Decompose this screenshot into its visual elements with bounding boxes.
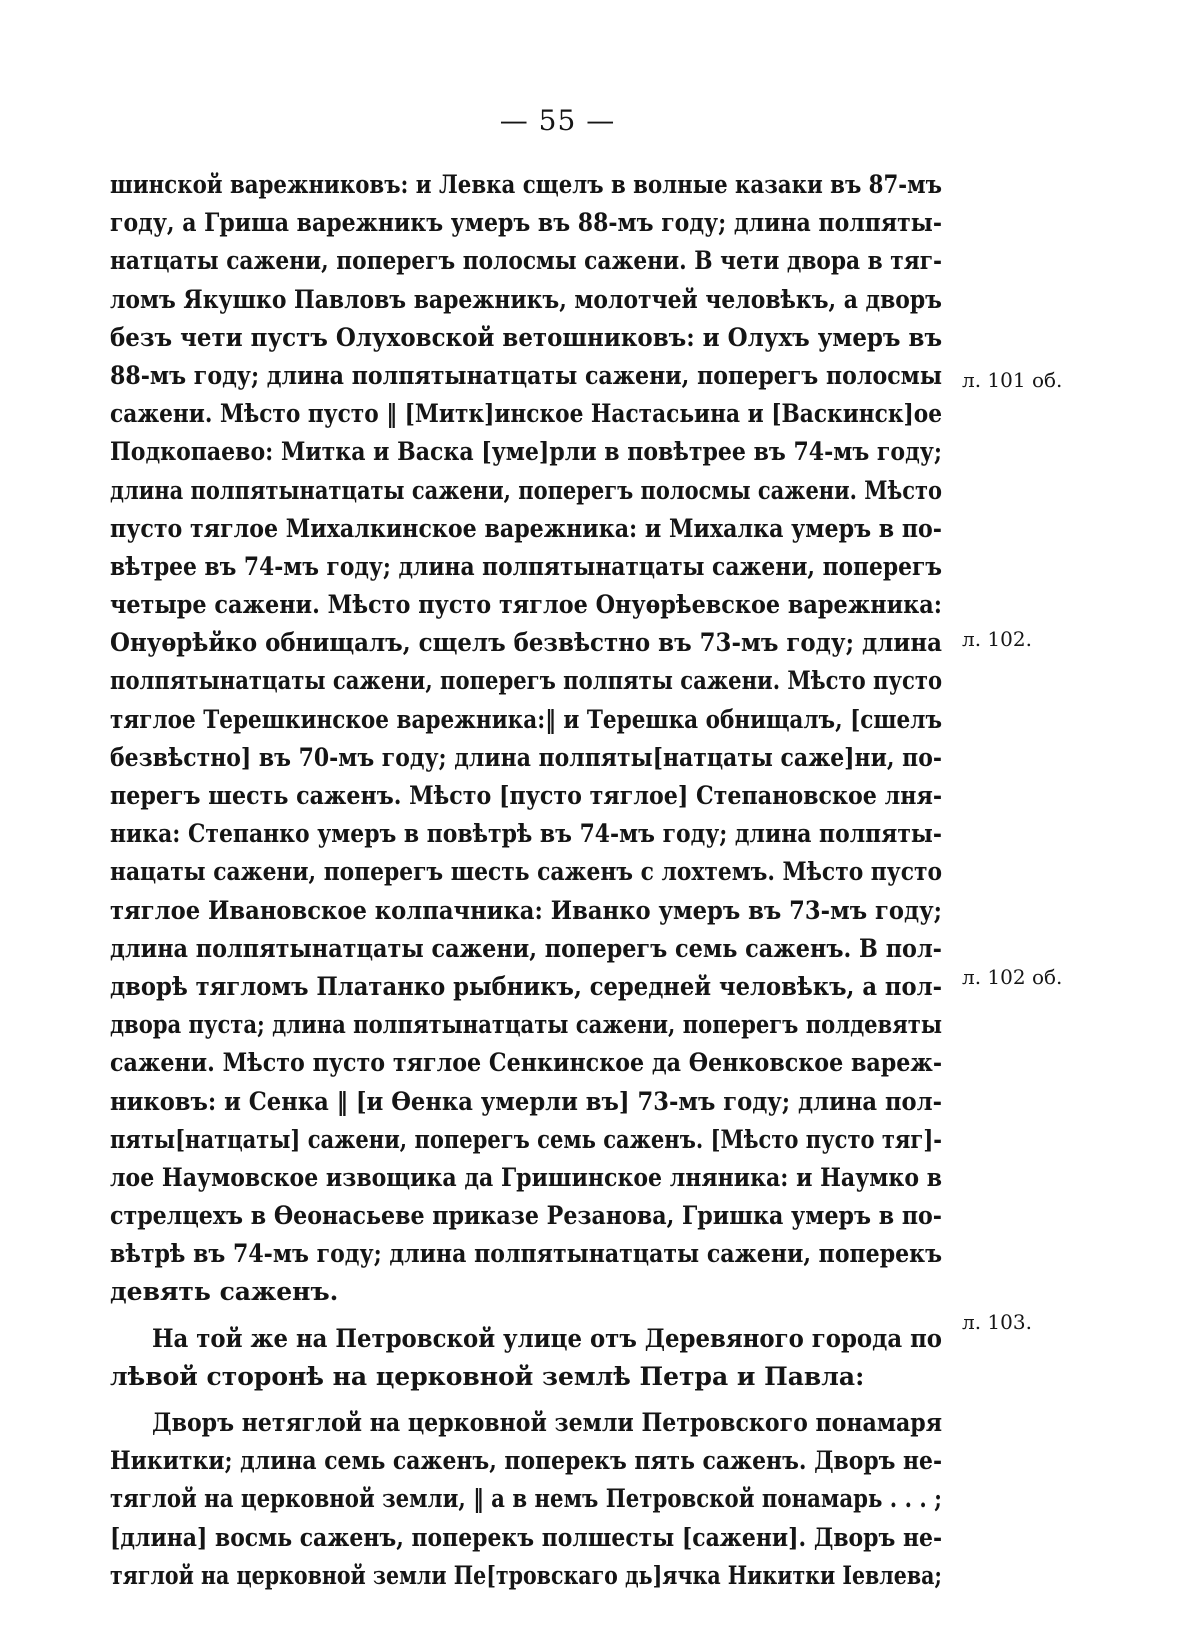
text-column xyxy=(110,166,942,1595)
text-line: Никитки; длина семь саженъ, поперекъ пять саженъ. Дворъ не- xyxy=(110,1446,943,1476)
text-line: году, а Гриша варежникъ умеръ въ 88-мъ году; длина полпяты- xyxy=(110,208,943,238)
text-line: четыре сажени. Мѣсто пусто тяглое Онуѳрѣевское варежника: xyxy=(110,590,943,620)
margin-note-folio: л. 102. xyxy=(962,627,1032,651)
paragraph-start-line: На той же на Петровской улице отъ Деревяного города по xyxy=(152,1323,942,1353)
text-line: девять саженъ. xyxy=(110,1277,339,1307)
text-line: перегъ шесть саженъ. Мѣсто [пусто тяглое] Степановское лня- xyxy=(110,781,943,810)
text-line: сажени. Мѣсто пусто тяглое Сенкинское да Ѳенковское вареж- xyxy=(110,1048,943,1078)
text-line: пусто тяглое Михалкинское варежника: и Михалка умеръ в по- xyxy=(110,513,942,543)
text-line: лое Наумовское извощика да Гришинское лняника: и Наумко в xyxy=(110,1162,943,1192)
text-line: пяты[натцаты] сажени, поперегъ семь саженъ. [Мѣсто пусто тяг]- xyxy=(110,1124,943,1154)
text-line: лѣвой сторонѣ на церковной землѣ Петра и Павла: xyxy=(110,1361,865,1391)
text-line: двора пуста; длина полпятынатцаты сажени, поперегъ полдевяты xyxy=(110,1010,943,1040)
text-line: дворѣ тягломъ Платанко рыбникъ, середней человѣкъ, а пол- xyxy=(110,971,942,1001)
paragraph-start-line: Дворъ нетяглой на церковной земли Петровского понамаря xyxy=(152,1408,943,1437)
text-line: тяглой на церковной земли, ‖ а в немъ Петровской понамарь . . . ; xyxy=(110,1484,943,1514)
margin-note-folio: л. 101 об. xyxy=(962,368,1063,392)
text-line: вѣтрее въ 74-мъ году; длина полпятынатцаты сажени, поперегъ xyxy=(110,551,943,581)
text-line: полпятынатцаты сажени, поперегъ полпяты сажени. Мѣсто пусто xyxy=(110,666,943,696)
text-line: нацаты сажени, поперегъ шесть саженъ с лохтемъ. Мѣсто пусто xyxy=(110,857,942,887)
text-line: никовъ: и Сенка ‖ [и Ѳенка умерли въ] 73-мъ году; длина пол- xyxy=(110,1086,942,1116)
text-line: [длина] восмь саженъ, поперекъ полшесты [сажени]. Дворъ не- xyxy=(110,1522,943,1552)
text-line: Онуѳрѣйко обнищалъ, сщелъ безвѣстно въ 73-мъ году; длина xyxy=(110,628,942,658)
text-line: тяглое Ивановское колпачника: Иванко умеръ въ 73-мъ году; xyxy=(110,895,942,925)
text-line: длина полпятынатцаты сажени, поперегъ полосмы сажени. Мѣсто xyxy=(110,475,942,505)
text-line: вѣтрѣ въ 74-мъ году; длина полпятынатцаты сажени, поперекъ xyxy=(110,1239,942,1269)
text-line: тяглое Терешкинское варежника:‖ и Терешка обнищалъ, [сшелъ xyxy=(110,704,942,734)
text-line: безвѣстно] въ 70-мъ году; длина полпяты[натцаты саже]ни, по- xyxy=(110,742,942,772)
text-line: натцаты сажени, поперегъ полосмы сажени. В чети двора в тяг- xyxy=(110,246,943,276)
text-line: безъ чети пустъ Олуховской ветошниковъ: и Олухъ умеръ въ xyxy=(110,322,943,352)
text-line: шинской варежниковъ: и Левка сщелъ в волные казаки въ 87-мъ xyxy=(110,170,942,199)
margin-note-folio: л. 103. xyxy=(962,1310,1032,1334)
margin-note-folio: л. 102 об. xyxy=(962,965,1063,989)
text-line: тяглой на церковной земли Пе[тровскаго дь]ячка Никитки Іевлева; xyxy=(110,1560,942,1590)
page-number: — 55 — xyxy=(499,104,616,137)
text-line: сажени. Мѣсто пусто ‖ [Митк]инское Настасьина и [Васкинск]ое xyxy=(110,399,943,429)
text-line: ника: Степанко умеръ в повѣтрѣ въ 74-мъ году; длина полпяты- xyxy=(110,819,942,849)
text-line: ломъ Якушко Павловъ варежникъ, молотчей человѣкъ, а дворъ xyxy=(110,284,942,314)
text-line: Подкопаево: Митка и Васка [уме]рли в повѣтрее въ 74-мъ году; xyxy=(110,437,943,467)
text-line: длина полпятынатцаты сажени, поперегъ семь саженъ. В пол- xyxy=(110,933,942,963)
text-line: 88-мъ году; длина полпятынатцаты сажени, поперегъ полосмы xyxy=(110,360,943,390)
text-line: стрелцехъ в Ѳеонасьеве приказе Резанова, Гришка умеръ в по- xyxy=(110,1201,942,1231)
